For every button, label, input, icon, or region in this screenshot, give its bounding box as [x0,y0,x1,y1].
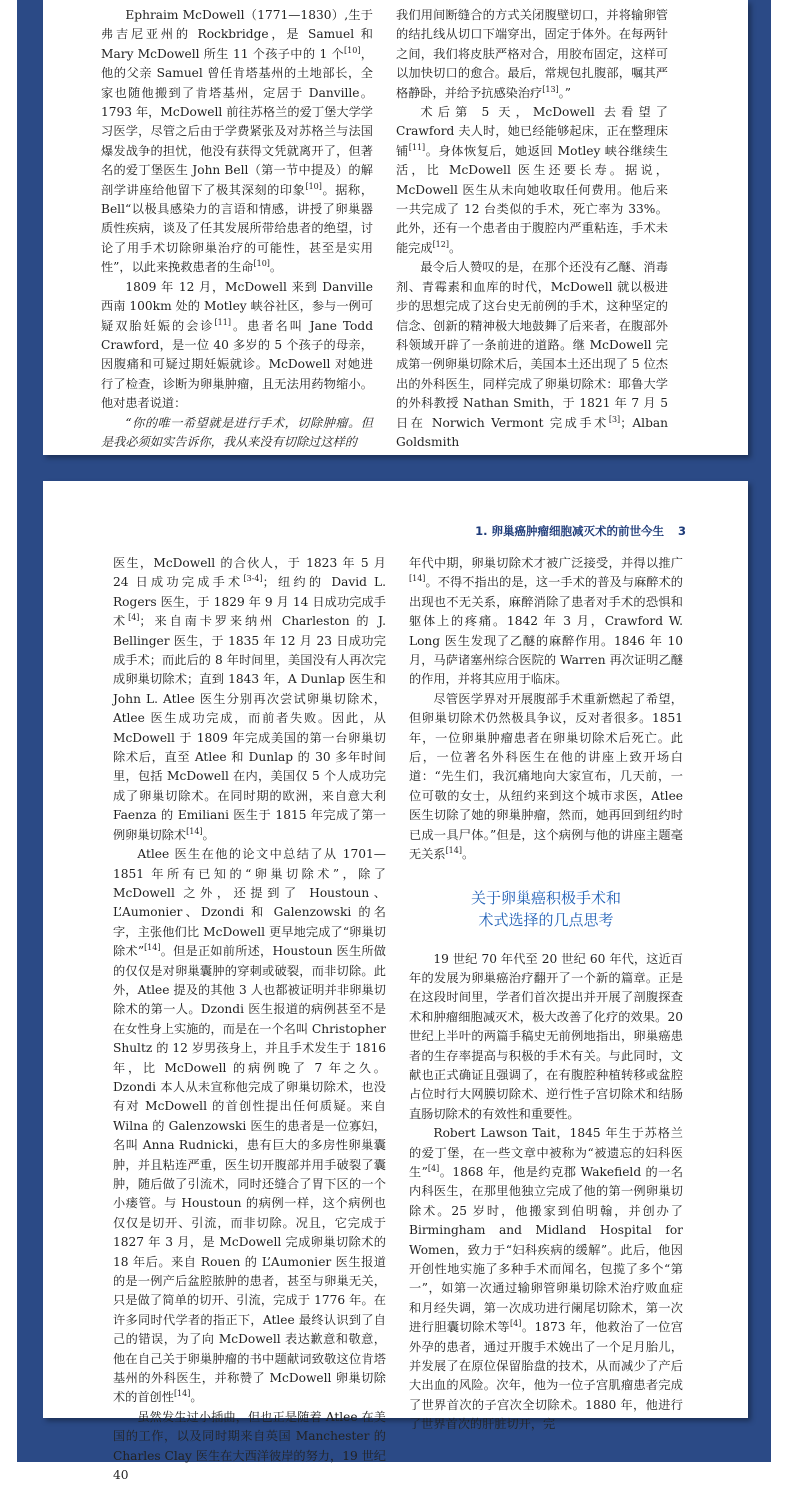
paragraph: 19 世纪 70 年代至 20 世纪 60 年代，这近百年的发展为卵巢癌治疗翻开了一个新的篇章。正是在这段时间里，学者们首次提出并开展了剖腹探查术和肿瘤细胞减灭术，极大改善了化疗的效果。20 世纪上半叶的两篇手稿史无前例地指出，卵巢癌患者的生存率提高与积极的手术有关。与此同时，文献也正式确证且强调了，在有腹腔种植转移或盆腔占位时行大网膜切除术、逆行性子宫切除术和结肠直肠切除术的有效性和重要性。 [409,951,683,1121]
right-column [396,6,668,452]
paragraph: 年代中期，卵巢切除术才被广泛接受，并得以推广[14]。不得不指出的是，这一手术的普及与麻醉术的出现也不无关系，麻醉消除了患者对手术的恐惧和躯体上的疼痛。1842 年 3 月，Crawford W. Long 医生发现了乙醚的麻醉作用。1846 年 10 月，马萨诸塞州综合医院的 Warren 再次证明乙醚的作用，并将其应用于临床。 [409,556,683,687]
paragraph: Atlee 医生在他的论文中总结了从 1701—1851 年所有已知的“卵巢切除术”，除了 McDowell 之外，还提到了 Houstoun、L’Aumonier、Dzondi 和 Galenzowski 的名字，主张他们比 McDowell 更早地完成了“卵巢切除术”[14]。但是正如前所述，Houstoun 医生所做的仅仅是对卵巢囊肿的穿刺或破裂，而非切除。此外，Atlee 提及的其他 3 人也都被证明并非卵巢切除术的第一人。Dzondi 医生报道的病例甚至不是在女性身上实施的，而是在一个名叫 Christopher Shultz 的 12 岁男孩身上，并且手术发生于 1816 年，比 McDowell 的病例晚了 7 年之久。Dzondi 本人从未宣称他完成了卵巢切除术，也没有对 McDowell 的首创性提出任何质疑。来自 Wilna 的 Galenzowski 医生的患者是一位寡妇，名叫 Anna Rudnicki，患有巨大的多房性卵巢囊肿，并且粘连严重，医生切开腹部并用手破裂了囊肿，随后做了引流术，同时还缝合了胃下区的一个小瘘管。与 Houstoun 的病例一样，这个病例也仅仅是切开、引流，而非切除。况且，它完成于 1827 年 3 月，是 McDowell 完成卵巢切除术的 18 年后。来自 Rouen 的 L’Aumonier 医生报道的是一例产后盆腔脓肿的患者，甚至与卵巢无关，只是做了简单的切开、引流，完成于 1776 年。在许多同时代学者的指正下，Atlee 最终认识到了自己的错误，为了向 McDowell 表达歉意和敬意，他在自己关于卵巢肿瘤的书中题献词致敬这位肯塔基州的外科医生，并称赞了 McDowell 卵巢切除术的首创性[14]。 [113,847,386,1405]
book-page-bottom [43,481,748,1483]
section-title-line: 术式选择的几点思考 [478,910,614,929]
left-column [113,554,386,1486]
left-column [101,6,373,452]
paragraph: 虽然发生过小插曲，但也正是随着 Atlee 在美国的工作，以及同时期来自英国 Manchester 的 Charles Clay 医生在大西洋彼岸的努力，19 世纪 40 [113,1409,386,1483]
paragraph: 医生，McDowell 的合伙人，于 1823 年 5 月 24 日成功完成手术[3-4]；纽约的 David L. Rogers 医生，于 1829 年 9 月 14 日成功完成手术[4]；来自南卡罗来纳州 Charleston 的 J. Bellinger 医生，于 1835 年 12 月 23 日成功完成手术；而此后的 8 年时间里，美国没有人再次完成卵巢切除术；直到 1843 年，A Dunlap 医生和 John L. Atlee 医生分别再次尝试卵巢切除术，Atlee 医生成功完成，而前者失败。因此，从 McDowell 于 1809 年完成美国的第一台卵巢切除术后，直至 Atlee 和 Dunlap 的 30 多年时间里，包括 McDowell 在内，美国仅 5 个人成功完成了卵巢切除术。在同时期的欧洲，来自意大利 Faenza 的 Emiliani 医生于 1815 年完成了第一例卵巢切除术[14]。 [113,556,387,842]
paragraph: 术后第 5 天，McDowell 去看望了 Crawford 夫人时，她已经能够起床，正在整理床铺[11]。身体恢复后，她返回 Motley 峡谷继续生活，比 McDowell 医生还要长寿。据说，McDowell 医生从未向她收取任何费用。他后来一共完成了 12 台类似的手术，死亡率为 33%。此外，还有一个患者由于腹腔内严重粘连，手术未能完成[12]。 [396,105,668,255]
chapter-title: 1. 卵巢癌肿瘤细胞减灭术的前世今生 [475,524,664,538]
paragraph: 我们用间断缝合的方式关闭腹壁切口，并将输卵管的结扎线从切口下端穿出，固定于体外。在每两针之间，我们将皮肤严格对合，用胶布固定，这样可以加快切口的愈合。最后，常规包扎腹部，嘱其严格静卧，并给予抗感染治疗[13]。” [396,8,668,100]
section-title-line: 关于卵巢癌积极手术和 [470,888,621,907]
section-title [409,887,683,931]
quote-paragraph: “你的唯一希望就是进行手术，切除肿瘤。但是我必须如实告诉你，我从来没有切除过这样的 [101,415,373,449]
page-number: 3 [677,524,686,538]
paragraph: 最令后人赞叹的是，在那个还没有乙醚、消毒剂、青霉素和血库的时代，McDowell 就以极进步的思想完成了这台史无前例的手术，这种坚定的信念、创新的精神极大地鼓舞了后来者，在腹部外科领域开辟了一条前进的道路。继 McDowell 完成第一例卵巢切除术后，美国本土还出现了 5 位杰出的外科医生，同样完成了卵巢切除术：耶鲁大学的外科教授 Nathan Smith，于 1821 年 7 月 5 日在 Norwich Vermont 完成手术[3]；Alban Goldsmith [396,260,668,449]
running-head [475,523,686,539]
paragraph: Robert Lawson Tait，1845 年生于苏格兰的爱丁堡，在一些文章中被称为“被遗忘的妇科医生”[4]。1868 年，他是约克郡 Wakefield 的一名内科医生，在那里他独立完成了他的第一例卵巢切除术。25 岁时，他搬家到伯明翰，并创办了 Birmingham and Midland Hospital for Women，致力于“妇科疾病的缓解”。此后，他因开创性地实施了多种手术而闻名，包揽了多个“第一”，如第一次通过输卵管卵巢切除术治疗败血症和月经失调，第一次成功进行阑尾切除术，第一次进行胆囊切除术等[4]。1873 年，他救治了一位宫外孕的患者，通过开腹手术娩出了一个足月胎儿，并发展了在原位保留胎盘的技术，从而减少了产后大出血的风险。次年，他为一位子宫肌瘤患者完成了世界首次的子宫次全切除术。1880 年，他进行了世界首次的肝脏切开，完 [409,1126,684,1432]
right-column [409,554,683,1435]
book-page-top [43,0,748,455]
paragraph: 1809 年 12 月，McDowell 来到 Danville 西南 100km 处的 Motley 峡谷社区，参与一例可疑双胎妊娠的会诊[11]。患者名叫 Jane Todd Crawford，是一位 40 多岁的 5 个孩子的母亲，因腹痛和可疑过期妊娠就诊。McDowell 对她进行了检查，诊断为卵巢肿瘤，且无法用药物缩小。他对患者说道： [101,279,373,411]
paragraph: Ephraim McDowell（1771—1830）,生于弗吉尼亚州的 Rockbridge，是 Samuel 和 Mary McDowell 所生 11 个孩子中的 1 个[10]，他的父亲 Samuel 曾任肯塔基州的土地部长，全家也随他搬到了肯塔基州，定居于 Danville。1793 年，McDowell 前往苏格兰的爱丁堡大学学习医学，尽管之后由于学费紧张及对苏格兰与法国爆发战争的担忧，他没有获得文凭就离开了，但著名的爱丁堡医生 John Bell（第一节中提及）的解剖学讲座给他留下了极其深刻的印象[10]。据称，Bell“以极具感染力的言语和情感，讲授了卵巢器质性疾病，谈及了任其发展所带给患者的绝望，讨论了用手术切除卵巢治疗的可能性，甚至是实用性”，以此来挽救患者的生命[10]。 [101,8,374,275]
paragraph: 尽管医学界对开展腹部手术重新燃起了希望，但卵巢切除术仍然极具争议，反对者很多。1851 年，一位卵巢肿瘤患者在卵巢切除术后死亡。此后，一位著名外科医生在他的讲座上致开场白道：“先生们，我沉痛地向大家宣布，几天前，一位可敬的女士，从纽约来到这个城市求医，Atlee 医生切除了她的卵巢肿瘤，然而，她再回到纽约时已成一具尸体。”但是，这个病例与他的讲座主题毫无关系[14]。 [409,691,683,862]
